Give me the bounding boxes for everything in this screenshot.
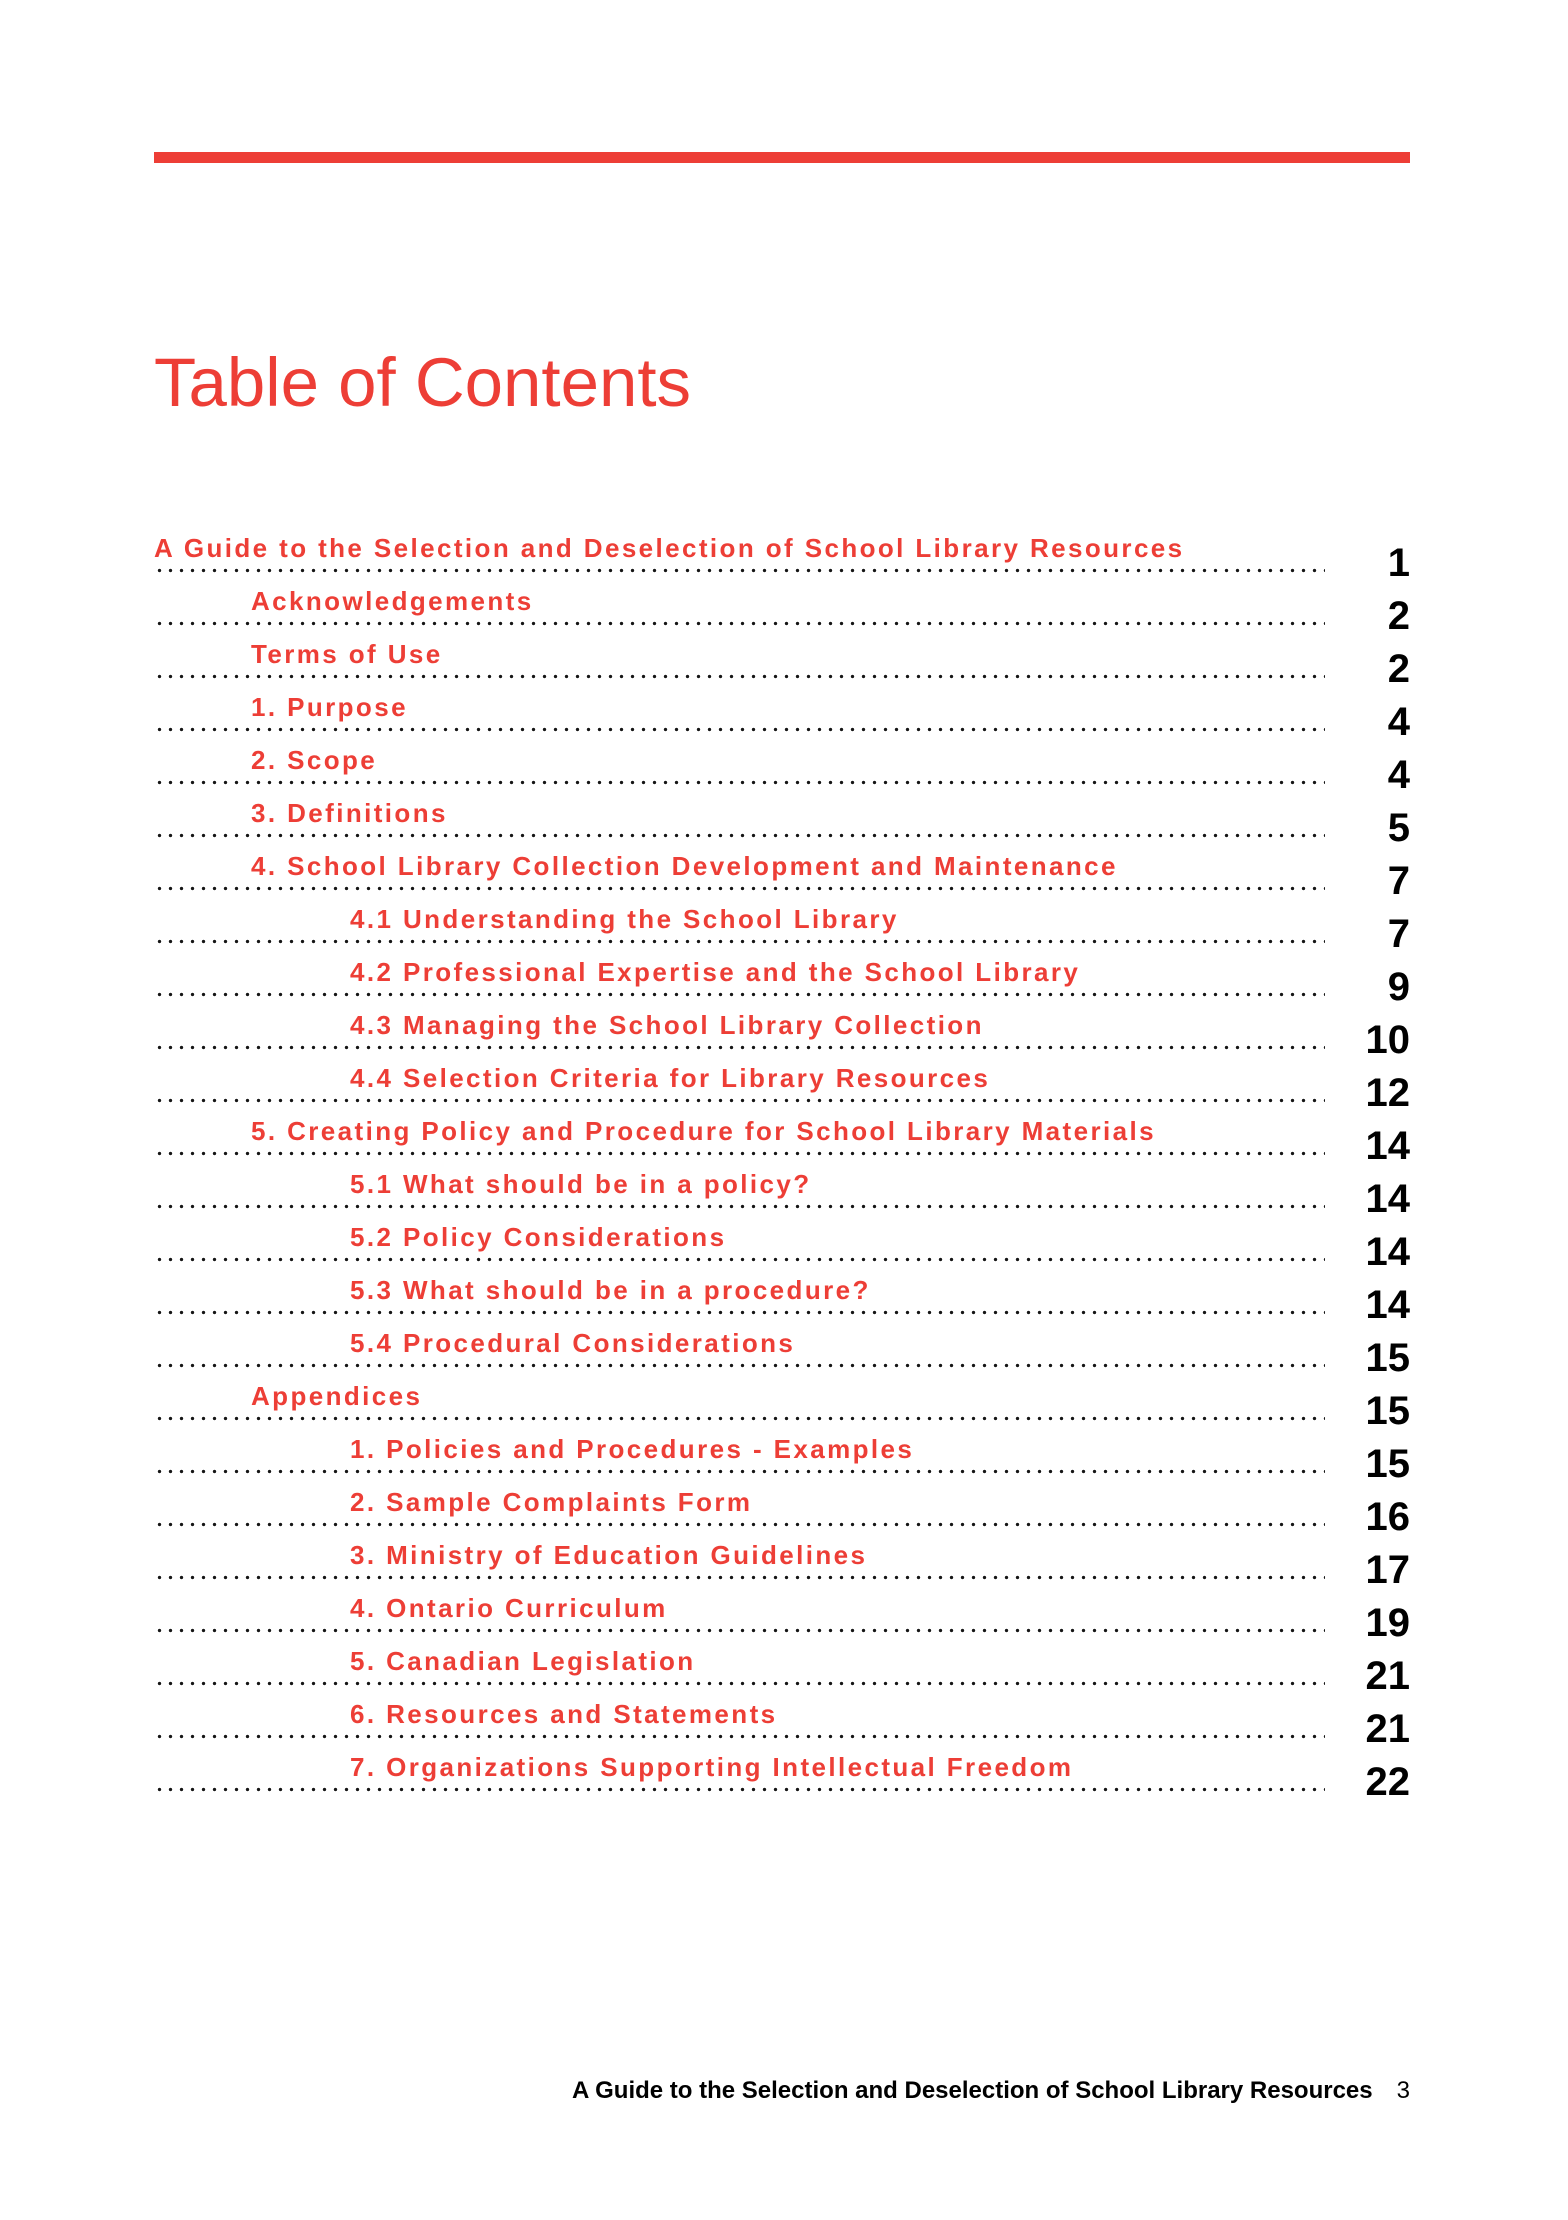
toc-entry-label: 4.2 Professional Expertise and the School Library — [350, 957, 1081, 987]
toc-entry-label: 6. Resources and Statements — [350, 1699, 778, 1729]
toc-entry — [154, 1699, 1410, 1752]
dotted-leader — [154, 568, 1325, 573]
toc-entry-page-number: 5 — [1387, 806, 1410, 850]
dotted-leader — [154, 1522, 1325, 1527]
toc-entry-page-number: 7 — [1387, 912, 1410, 956]
dotted-leader — [154, 1787, 1325, 1792]
dotted-leader — [154, 833, 1325, 838]
dotted-leader — [154, 674, 1325, 679]
dotted-leader — [154, 1257, 1325, 1262]
toc-entry-label: Terms of Use — [251, 639, 443, 669]
toc-entry — [154, 1169, 1410, 1222]
toc-entry-page-number: 9 — [1387, 965, 1410, 1009]
toc-entry-label: 5.2 Policy Considerations — [350, 1222, 727, 1252]
toc-entry — [154, 1540, 1410, 1593]
dotted-leader — [154, 1416, 1325, 1421]
toc-entry-page-number: 10 — [1365, 1018, 1410, 1062]
toc-entry — [154, 1434, 1410, 1487]
toc-entry-page-number: 21 — [1365, 1707, 1410, 1751]
dotted-leader — [154, 886, 1325, 891]
dotted-leader — [154, 1204, 1325, 1209]
toc-entry-page-number: 16 — [1365, 1495, 1410, 1539]
toc-entry-page-number: 15 — [1365, 1442, 1410, 1486]
toc-entry-label: 4. Ontario Curriculum — [350, 1593, 668, 1623]
toc-entry — [154, 1381, 1410, 1434]
dotted-leader — [154, 1310, 1325, 1315]
top-rule — [154, 152, 1410, 163]
toc-entry-page-number: 14 — [1365, 1177, 1410, 1221]
dotted-leader — [154, 621, 1325, 626]
page-footer — [154, 2077, 1410, 2105]
dotted-leader — [154, 1045, 1325, 1050]
toc-entry-label: 5. Canadian Legislation — [350, 1646, 696, 1676]
toc-entry — [154, 957, 1410, 1010]
toc-entry-label: 1. Policies and Procedures - Examples — [350, 1434, 915, 1464]
toc-entry-page-number: 21 — [1365, 1654, 1410, 1698]
toc-entry-label: 3. Definitions — [251, 798, 448, 828]
toc-entry-label: Appendices — [251, 1381, 423, 1411]
footer-title: A Guide to the Selection and Deselection of School Library Resources — [572, 2077, 1373, 2104]
toc-entry-page-number: 2 — [1387, 594, 1410, 638]
dotted-leader — [154, 1151, 1325, 1156]
toc-entry — [154, 1328, 1410, 1381]
dotted-leader — [154, 1469, 1325, 1474]
toc-entry-label: 5. Creating Policy and Procedure for School Library Materials — [251, 1116, 1156, 1146]
dotted-leader — [154, 992, 1325, 997]
toc-entry-label: 5.3 What should be in a procedure? — [350, 1275, 871, 1305]
toc-entry — [154, 1487, 1410, 1540]
toc-list — [154, 533, 1410, 1805]
toc-entry — [154, 904, 1410, 957]
toc-entry-page-number: 7 — [1387, 859, 1410, 903]
toc-entry-page-number: 2 — [1387, 647, 1410, 691]
toc-entry-label: Acknowledgements — [251, 586, 534, 616]
toc-entry — [154, 1593, 1410, 1646]
toc-entry-label: 7. Organizations Supporting Intellectual Freedom — [350, 1752, 1074, 1782]
toc-entry-label: 1. Purpose — [251, 692, 408, 722]
toc-entry — [154, 1275, 1410, 1328]
footer-page-number: 3 — [1396, 2077, 1410, 2104]
toc-entry-page-number: 14 — [1365, 1283, 1410, 1327]
toc-entry-label: 2. Scope — [251, 745, 378, 775]
dotted-leader — [154, 780, 1325, 785]
toc-entry — [154, 1752, 1410, 1805]
toc-entry-label: 4.3 Managing the School Library Collection — [350, 1010, 984, 1040]
toc-entry-page-number: 22 — [1365, 1760, 1410, 1804]
dotted-leader — [154, 1098, 1325, 1103]
document-page — [154, 0, 1410, 2220]
toc-entry-page-number: 17 — [1365, 1548, 1410, 1592]
toc-entry-page-number: 12 — [1365, 1071, 1410, 1115]
toc-entry-label: 4.1 Understanding the School Library — [350, 904, 899, 934]
toc-entry — [154, 1010, 1410, 1063]
toc-entry-page-number: 4 — [1387, 753, 1410, 797]
toc-entry-page-number: 15 — [1365, 1336, 1410, 1380]
dotted-leader — [154, 727, 1325, 732]
toc-entry-page-number: 1 — [1387, 541, 1410, 585]
toc-entry — [154, 745, 1410, 798]
toc-entry-label: A Guide to the Selection and Deselection of School Library Resources — [154, 533, 1185, 563]
toc-entry-label: 3. Ministry of Education Guidelines — [350, 1540, 868, 1570]
toc-entry — [154, 639, 1410, 692]
toc-entry-label: 4. School Library Collection Development and Maintenance — [251, 851, 1118, 881]
toc-entry-page-number: 19 — [1365, 1601, 1410, 1645]
dotted-leader — [154, 1734, 1325, 1739]
toc-entry-page-number: 4 — [1387, 700, 1410, 744]
toc-entry-page-number: 15 — [1365, 1389, 1410, 1433]
toc-entry-label: 4.4 Selection Criteria for Library Resources — [350, 1063, 991, 1093]
toc-entry — [154, 1646, 1410, 1699]
dotted-leader — [154, 1681, 1325, 1686]
dotted-leader — [154, 1363, 1325, 1368]
toc-entry — [154, 586, 1410, 639]
toc-entry — [154, 1116, 1410, 1169]
toc-entry-label: 5.4 Procedural Considerations — [350, 1328, 796, 1358]
toc-entry — [154, 798, 1410, 851]
toc-entry-page-number: 14 — [1365, 1230, 1410, 1274]
dotted-leader — [154, 1628, 1325, 1633]
toc-entry-page-number: 14 — [1365, 1124, 1410, 1168]
toc-entry — [154, 1063, 1410, 1116]
dotted-leader — [154, 1575, 1325, 1580]
toc-entry-label: 2. Sample Complaints Form — [350, 1487, 753, 1517]
toc-entry-label: 5.1 What should be in a policy? — [350, 1169, 812, 1199]
toc-entry — [154, 692, 1410, 745]
page-title: Table of Contents — [154, 344, 692, 421]
toc-entry — [154, 533, 1410, 586]
toc-entry — [154, 1222, 1410, 1275]
toc-entry — [154, 851, 1410, 904]
dotted-leader — [154, 939, 1325, 944]
